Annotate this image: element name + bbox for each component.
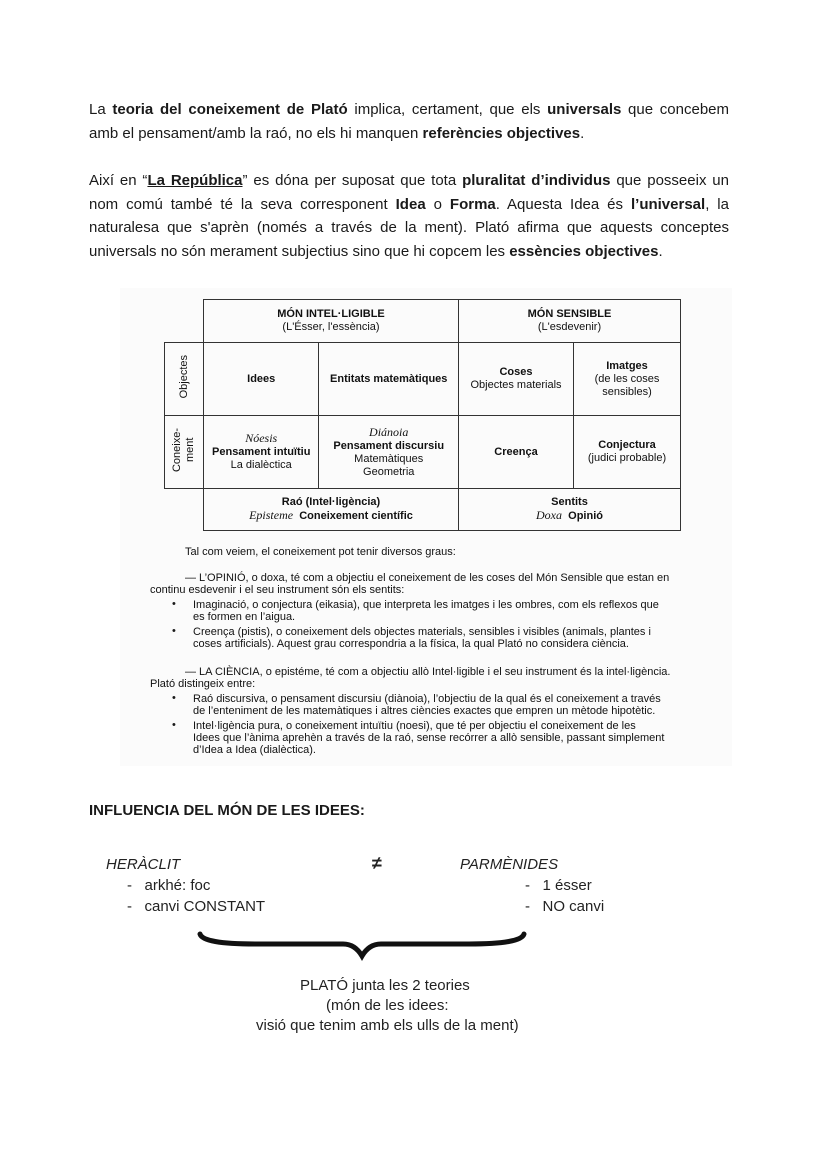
heraclit-label: HERÀCLIT — [106, 856, 181, 873]
intel-line-3: d’Idea a Idea (dialèctica). — [193, 744, 316, 756]
section-heading: INFLUENCIA DEL MÓN DE LES IDEES: — [89, 802, 365, 819]
cell-conjectura: Conjectura (judici probable) — [574, 416, 681, 489]
scan-intro: Tal com veiem, el coneixement pot tenir diversos graus: — [185, 546, 456, 558]
cell-imatges: Imatges (de les coses sensibles) — [574, 343, 681, 416]
rao-line-1: Raó discursiva, o pensament discursiu (diànoia), l’objectiu de la qual és el coneixement a través — [193, 693, 661, 705]
cell-rao: Raó (Intel·ligència) Episteme Coneixement científic — [204, 489, 459, 531]
rao-line-2: de l’enteniment de les matemàtiques i altres ciències exactes que empren un mètode hipotètic. — [193, 705, 656, 717]
bullet-icon: • — [172, 598, 176, 610]
parmenides-label: PARMÈNIDES — [460, 856, 559, 873]
ciencia-line-2: Plató distingeix entre: — [150, 678, 256, 690]
opinio-line-2: continu esdevenir i el seu instrument són els sentits: — [150, 584, 405, 596]
imaginacio-line-1: Imaginació, o conjectura (eikasia), que interpreta les imatges i les ombres, com els reflexos que — [193, 599, 659, 611]
cell-noesis: Nóesis Pensament intuïtiu La dialèctica — [204, 416, 319, 489]
cell-coses: Coses Objectes materials — [459, 343, 574, 416]
row-label-objectes: Objectes — [165, 343, 204, 416]
intro-paragraph-1: La teoria del coneixement de Plató implica, certament, que els universals que concebem amb el pensament/amb la raó, no els hi manquen referències objectives. — [89, 101, 729, 142]
ciencia-line-1: — LA CIÈNCIA, o epistéme, té com a objectiu allò Intel·ligible i el seu instrument és la intel·ligència. — [185, 666, 671, 678]
creenca-line-1: Creença (pistis), o coneixement dels objectes materials, sensibles i visibles (animals, plantes i — [193, 626, 651, 638]
bullet-icon: • — [172, 692, 176, 704]
heraclit-item-2: - canvi CONSTANT — [127, 898, 266, 915]
header-sensible: MÓN SENSIBLE (L'esdevenir) — [459, 300, 681, 343]
imaginacio-line-2: es formen en l’aigua. — [193, 611, 296, 623]
opinio-line-1: — L’OPINIÓ, o doxa, té com a objectiu el coneixement de les coses del Món Sensible que estan en — [185, 572, 670, 584]
curly-brace-icon — [195, 928, 530, 962]
plato-line-2: (món de les idees: — [326, 997, 449, 1014]
bullet-icon: • — [172, 625, 176, 637]
cell-entitats: Entitats matemàtiques — [319, 343, 459, 416]
creenca-line-2: coses artificials). Aquest grau correspondria a la física, la qual Plató no considera ciència. — [193, 638, 629, 650]
intro-paragraph-2: Així en “La República” es dóna per suposat que tota pluralitat d’individus que posseeix un nom comú també té la seva corresponent Idea o Forma. Aquesta Idea és l’universal, la naturalesa que s'aprèn (només a través de la ment). Plató afirma que aquests conceptes universals no són merament subjectius sino que hi copcem les essències objectives. — [89, 172, 729, 260]
cell-idees: Idees — [204, 343, 319, 416]
cell-creenca: Creença — [459, 416, 574, 489]
header-intel: MÓN INTEL·LIGIBLE (L'Ésser, l'essència) — [204, 300, 459, 343]
bullet-icon: • — [172, 719, 176, 731]
row-label-coneixement: Coneixe- ment — [165, 416, 204, 489]
intel-line-2: Idees que l’ànima aprehèn a través de la raó, sense recórrer a allò sensible, passant simplement — [193, 732, 665, 744]
parmenides-item-2: - NO canvi — [525, 898, 605, 915]
intel-line-1: Intel·ligència pura, o coneixement intuïtiu (noesi), que té per objectiu el coneixement de les — [193, 720, 636, 732]
heraclit-item-1: - arkhé: foc — [127, 877, 211, 894]
cell-sentits: Sentits Doxa Opinió — [459, 489, 681, 531]
cell-dianoia: Diánoia Pensament discursiu Matemàtiques Geometria — [319, 416, 459, 489]
not-equal-icon: ≠ — [372, 853, 382, 873]
parmenides-item-1: - 1 ésser — [525, 877, 592, 894]
plato-line-3: visió que tenim amb els ulls de la ment) — [256, 1017, 519, 1034]
knowledge-table — [164, 299, 681, 531]
plato-line-1: PLATÓ junta les 2 teories — [300, 977, 470, 994]
